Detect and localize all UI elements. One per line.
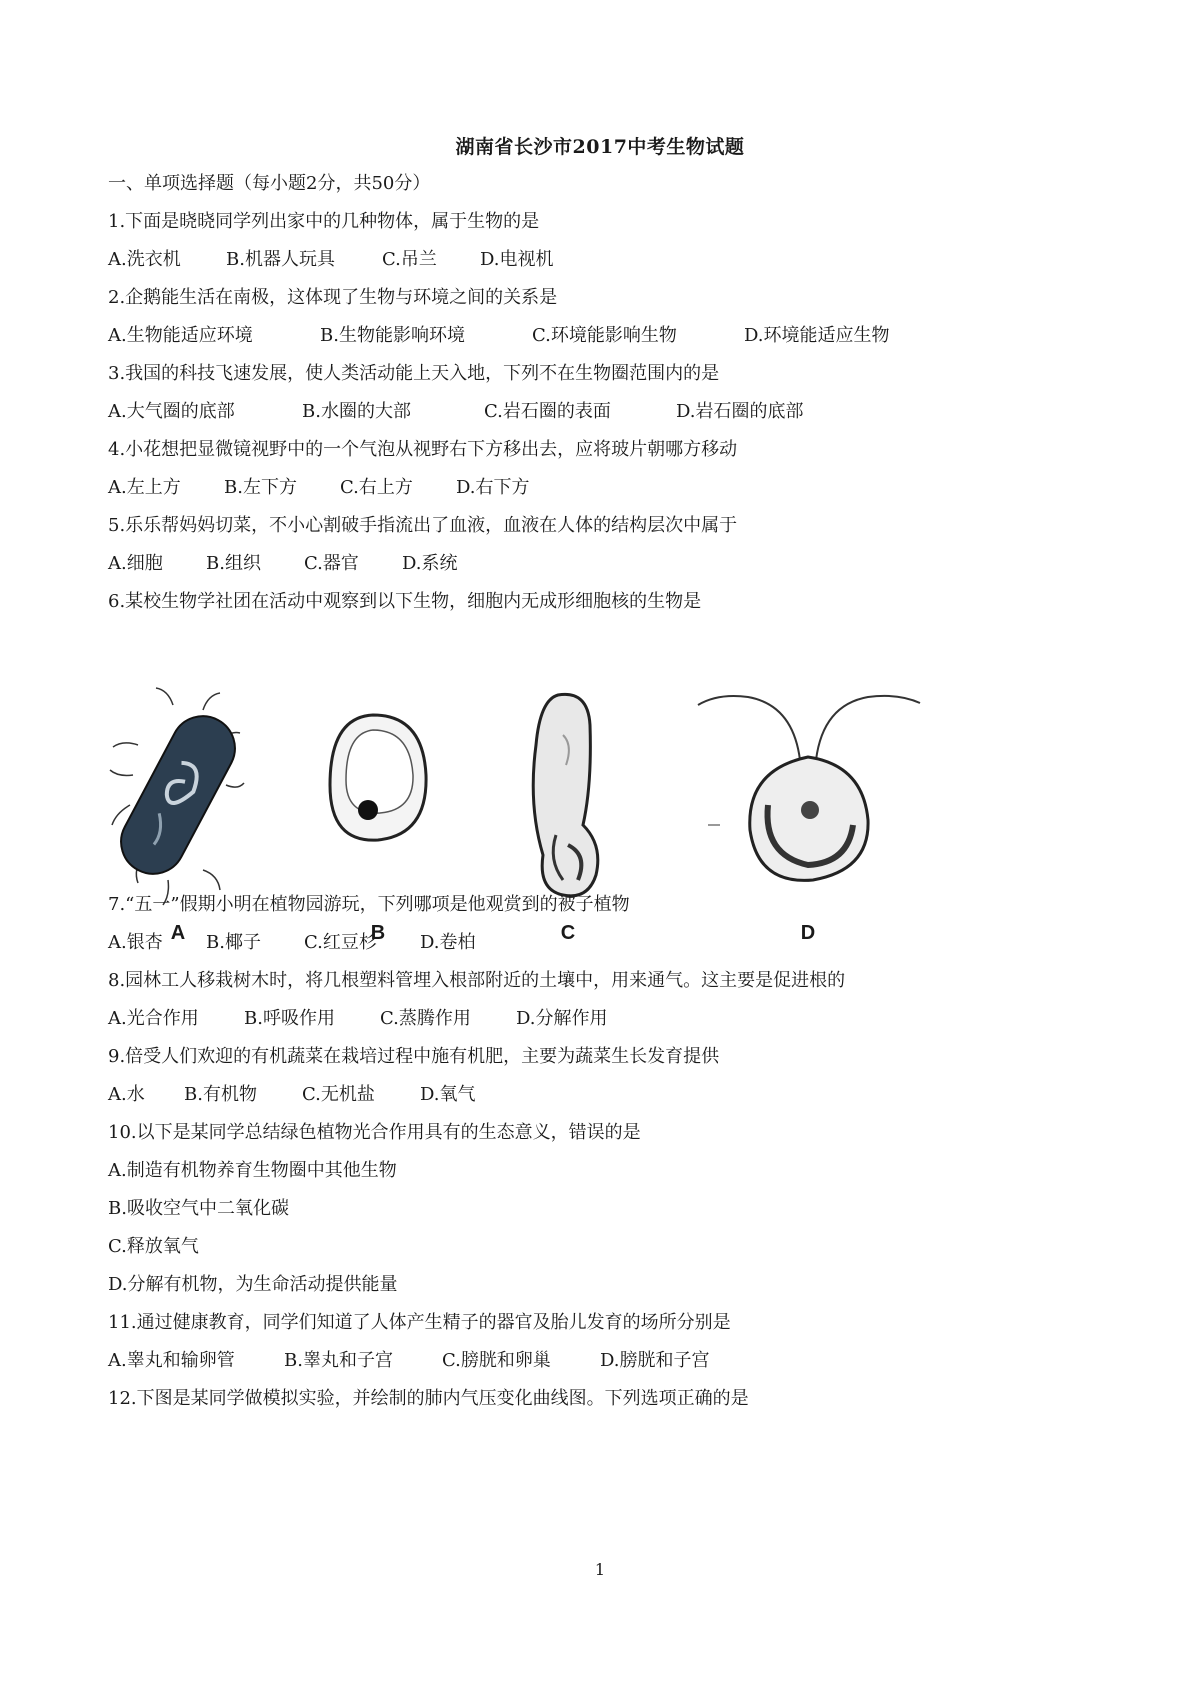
option: B.有机物 [184,1084,257,1105]
option: D.右下方 [456,477,530,498]
question-options [108,248,554,272]
question-stem: 7.“五一”假期小明在植物园游玩，下列哪项是他观赏到的被子植物 [108,894,630,915]
question-options [108,324,890,348]
question-stem: 5.乐乐帮妈妈切菜，不小心割破手指流出了血液，血液在人体的结构层次中属于 [108,515,738,536]
question-options [108,476,530,500]
option: A.生物能适应环境 [108,325,253,346]
option: D.卷柏 [420,932,476,953]
option: D.电视机 [480,249,554,270]
figure-item-d [688,685,928,945]
chlamydomonas-drawing [688,685,928,910]
page-number: 1 [594,1560,606,1579]
option: A.制造有机物养育生物圈中其他生物 [108,1160,397,1181]
figure-label-c: C [560,922,576,944]
option: C.器官 [304,553,359,574]
question-stem: 2.企鹅能生活在南极，这体现了生物与环境之间的关系是 [108,287,558,308]
question-stem: 12.下图是某同学做模拟实验，并绘制的肺内气压变化曲线图。下列选项正确的是 [108,1388,749,1409]
option: D.环境能适应生物 [744,325,890,346]
question-stem: 6.某校生物学社团在活动中观察到以下生物，细胞内无成形细胞核的生物是 [108,591,702,612]
page-title: 湖南省长沙市2017中考生物试题 [455,136,745,158]
option: B.呼吸作用 [244,1008,335,1029]
protozoan-drawing [518,685,618,910]
question-stem: 3.我国的科技飞速发展，使人类活动能上天入地，下列不在生物圈范围内的是 [108,363,720,384]
option: C.吊兰 [382,249,437,270]
question-stem: 4.小花想把显微镜视野中的一个气泡从视野右下方移出去，应将玻片朝哪方移动 [108,439,738,460]
option: C.膀胱和卵巢 [442,1350,551,1371]
yeast-drawing [318,685,438,910]
option: D.系统 [402,553,458,574]
question-stem: 10.以下是某同学总结绿色植物光合作用具有的生态意义，错误的是 [108,1122,641,1143]
question-options [108,400,804,424]
option: C.红豆杉 [304,932,377,953]
option: A.光合作用 [108,1008,199,1029]
option: B.睾丸和子宫 [284,1350,393,1371]
option: D.岩石圈的底部 [676,401,804,422]
option: D.分解有机物，为生命活动提供能量 [108,1274,398,1295]
question-stem: 9.倍受人们欢迎的有机蔬菜在栽培过程中施有机肥，主要为蔬菜生长发育提供 [108,1046,720,1067]
question-stem: 1.下面是晓晓同学列出家中的几种物体，属于生物的是 [108,211,540,232]
question-options [108,1083,476,1107]
option: C.环境能影响生物 [532,325,677,346]
option: A.洗衣机 [108,249,181,270]
option: A.睾丸和输卵管 [108,1350,235,1371]
option: B.组织 [206,553,261,574]
option: C.岩石圈的表面 [484,401,611,422]
option: A.左上方 [108,477,181,498]
option: A.细胞 [108,553,163,574]
option: D.分解作用 [516,1008,608,1029]
option: B.机器人玩具 [226,249,335,270]
option: B.生物能影响环境 [320,325,465,346]
figure-label-a: A [170,922,186,944]
option: C.右上方 [340,477,413,498]
question-options [108,931,476,955]
option: D.膀胱和子宫 [600,1350,710,1371]
question-options [108,1007,608,1031]
option: B.椰子 [206,932,261,953]
option: C.无机盐 [302,1084,375,1105]
bacterium-drawing [108,685,248,910]
option: B.吸收空气中二氧化碳 [108,1198,289,1219]
question-stem: 8.园林工人移栽树木时，将几根塑料管埋入根部附近的土壤中，用来通气。这主要是促进根的 [108,970,846,991]
question-options [108,552,458,576]
figure-label-d: D [800,922,816,944]
option: A.水 [108,1084,145,1105]
question-options [108,1349,710,1373]
option: B.水圈的大部 [302,401,411,422]
option: B.左下方 [224,477,297,498]
option: D.氧气 [420,1084,476,1105]
option: C.蒸腾作用 [380,1008,471,1029]
option: A.银杏 [108,932,163,953]
question-stem: 11.通过健康教育，同学们知道了人体产生精子的器官及胎儿发育的场所分别是 [108,1312,731,1333]
option: C.释放氧气 [108,1236,199,1257]
section-heading: 一、单项选择题（每小题2分，共50分） [108,173,431,194]
figure-label-b: B [370,922,386,944]
option: A.大气圈的底部 [108,401,235,422]
